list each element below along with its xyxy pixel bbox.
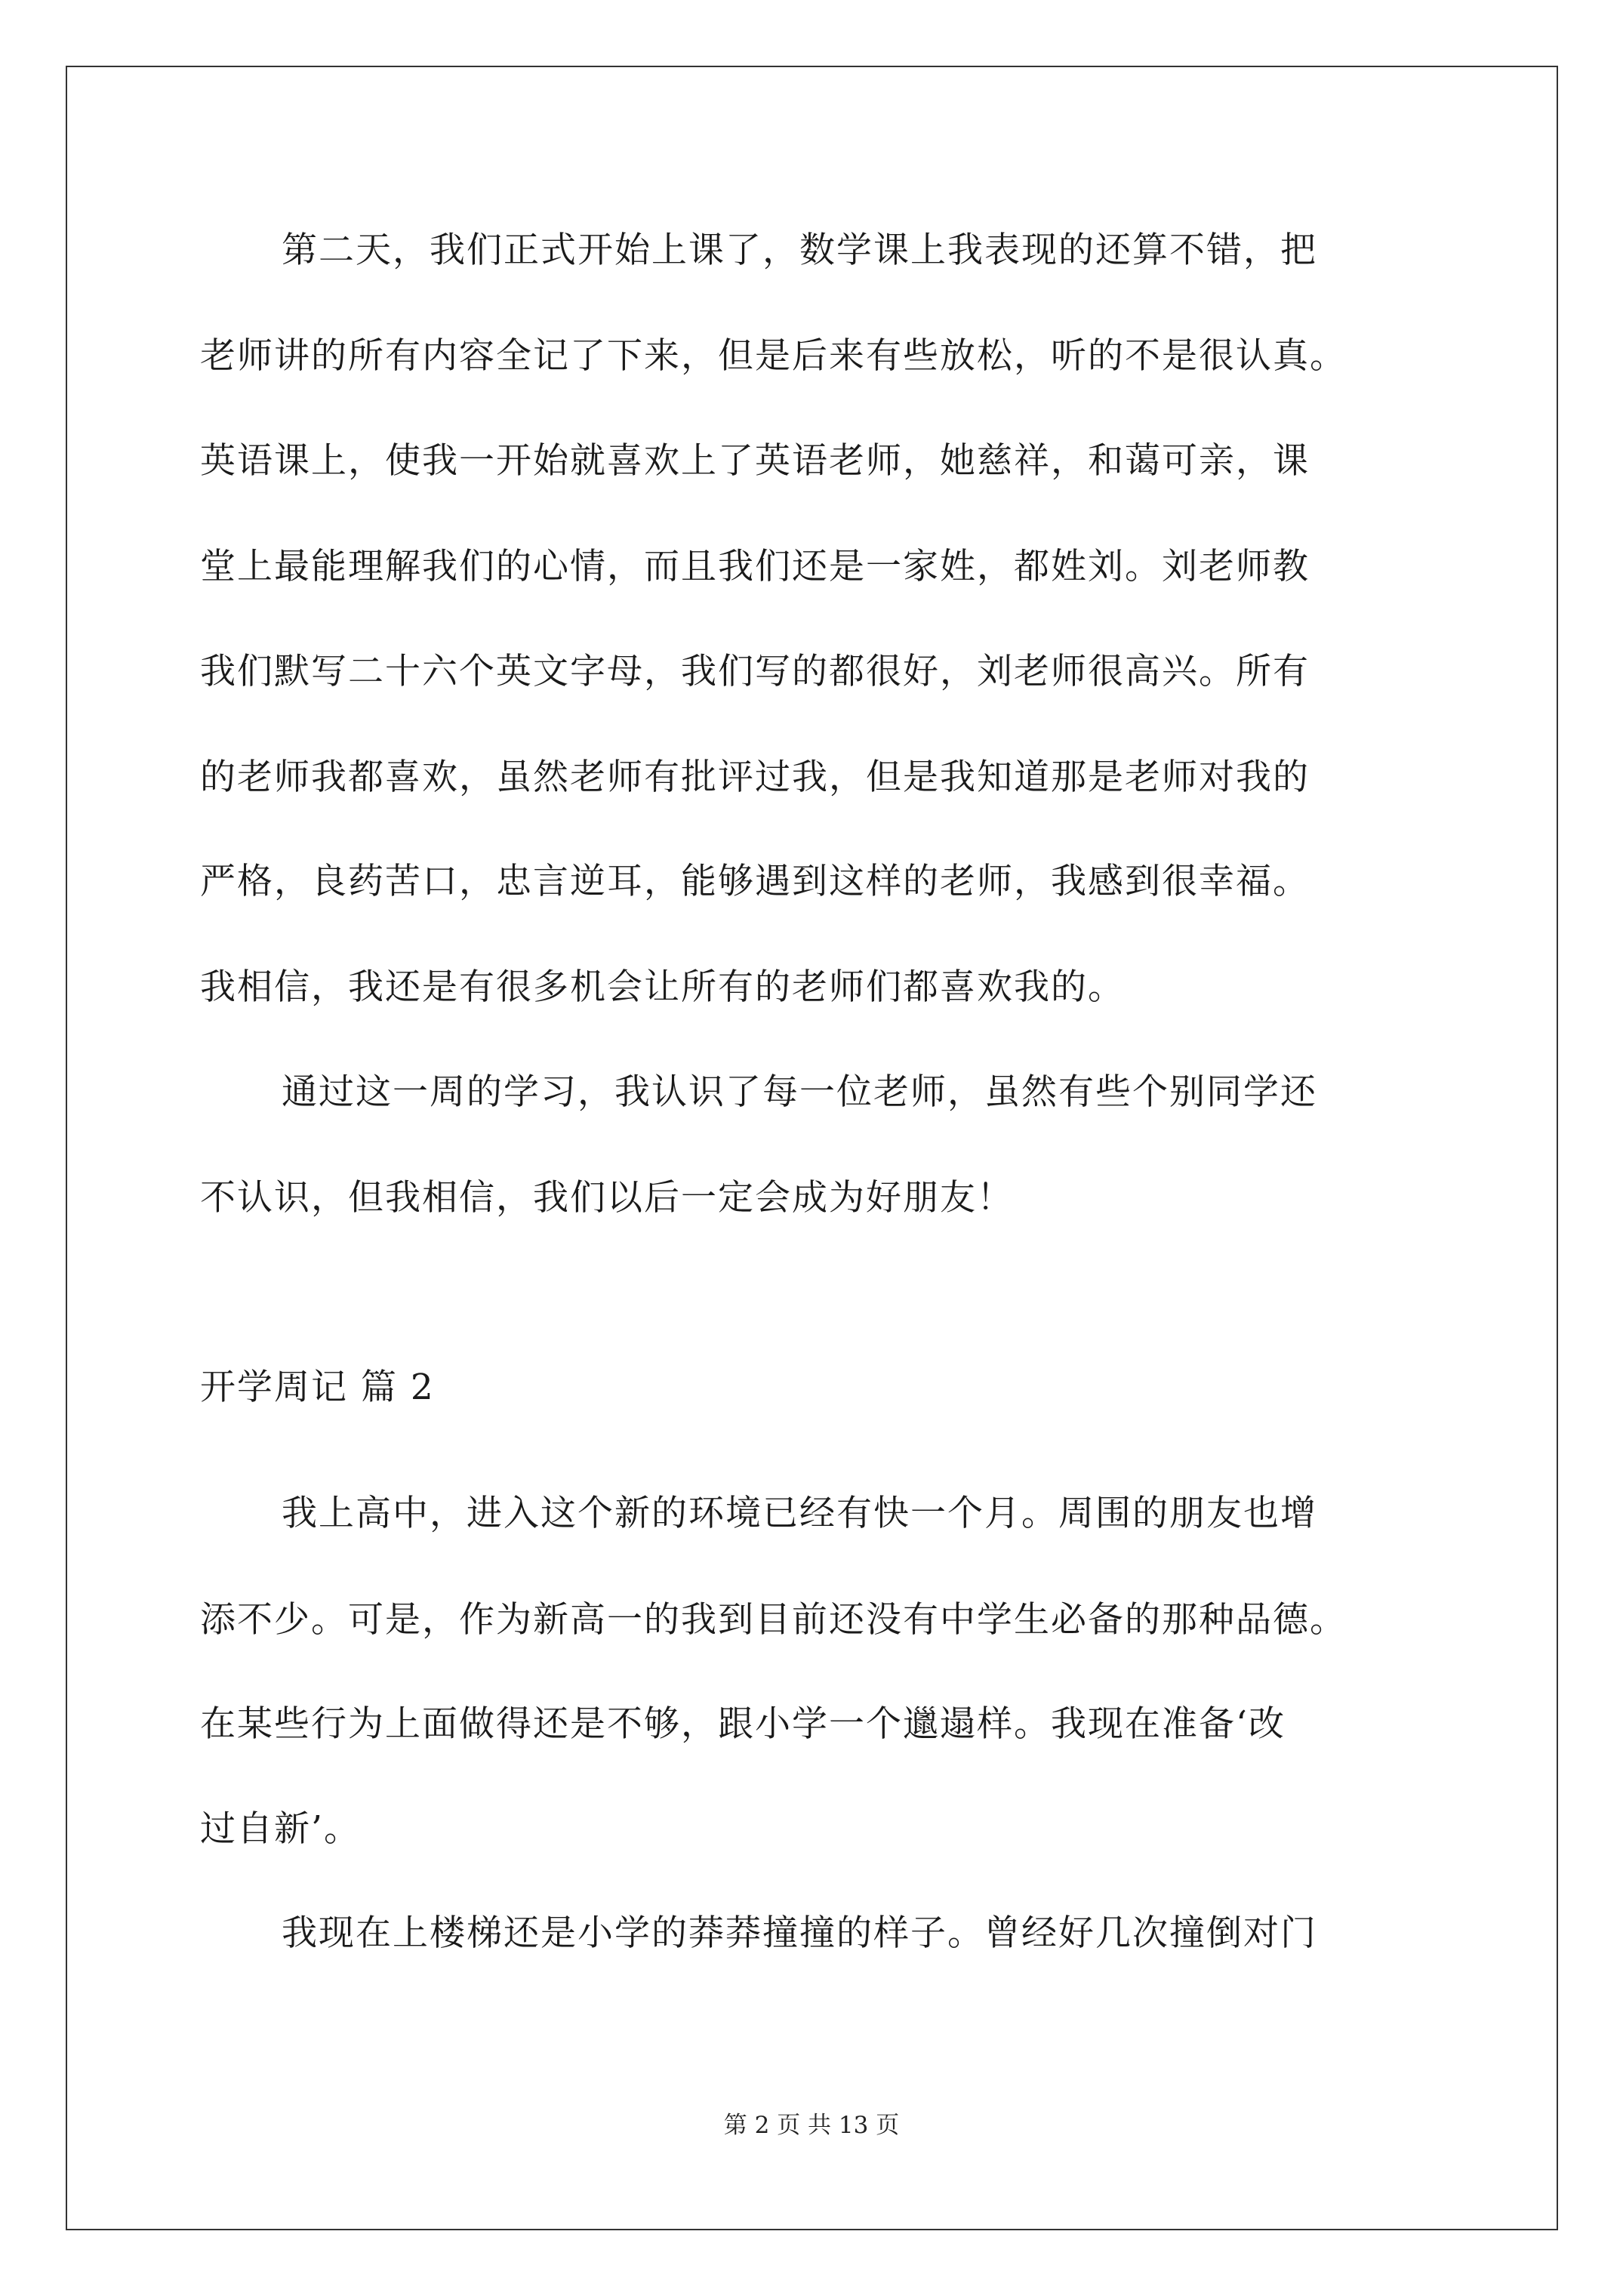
paragraph-line: 堂上最能理解我们的心情，而且我们还是一家姓，都姓刘。刘老师教 xyxy=(200,546,1310,587)
paragraph-line: 严格，良药苦口，忠言逆耳，能够遇到这样的老师，我感到很幸福。 xyxy=(200,861,1310,902)
paragraph-line: 通过这一周的学习，我认识了每一位老师，虽然有些个别同学还 xyxy=(282,1071,1317,1113)
page-border xyxy=(66,66,1558,2230)
paragraph-line: 第二天，我们正式开始上课了，数学课上我表现的还算不错，把 xyxy=(282,230,1317,271)
paragraph-line: 的老师我都喜欢，虽然老师有批评过我，但是我知道那是老师对我的 xyxy=(200,757,1310,798)
paragraph-line: 我相信，我还是有很多机会让所有的老师们都喜欢我的。 xyxy=(200,966,1125,1008)
paragraph-line: 老师讲的所有内容全记了下来，但是后来有些放松，听的不是很认真。 xyxy=(200,335,1347,377)
paragraph-line: 我上高中，进入这个新的环境已经有快一个月。周围的朋友也增 xyxy=(282,1493,1317,1534)
paragraph-line: 我现在上楼梯还是小学的莽莽撞撞的样子。曾经好几次撞倒对门 xyxy=(282,1912,1317,1954)
paragraph-line: 添不少。可是，作为新高一的我到目前还没有中学生必备的那种品德。 xyxy=(200,1599,1347,1641)
paragraph-line: 过自新’。 xyxy=(200,1808,361,1850)
paragraph-line: 不认识，但我相信，我们以后一定会成为好朋友！ xyxy=(200,1177,1014,1219)
paragraph-line: 我们默写二十六个英文字母，我们写的都很好，刘老师很高兴。所有 xyxy=(200,651,1310,692)
page-number-footer: 第 2 页 共 13 页 xyxy=(723,2112,900,2139)
section-heading: 开学周记 篇 2 xyxy=(200,1367,435,1408)
paragraph-line: 英语课上，使我一开始就喜欢上了英语老师，她慈祥，和蔼可亲，课 xyxy=(200,440,1310,482)
paragraph-line: 在某些行为上面做得还是不够，跟小学一个邋遢样。我现在准备‘改 xyxy=(200,1703,1286,1745)
